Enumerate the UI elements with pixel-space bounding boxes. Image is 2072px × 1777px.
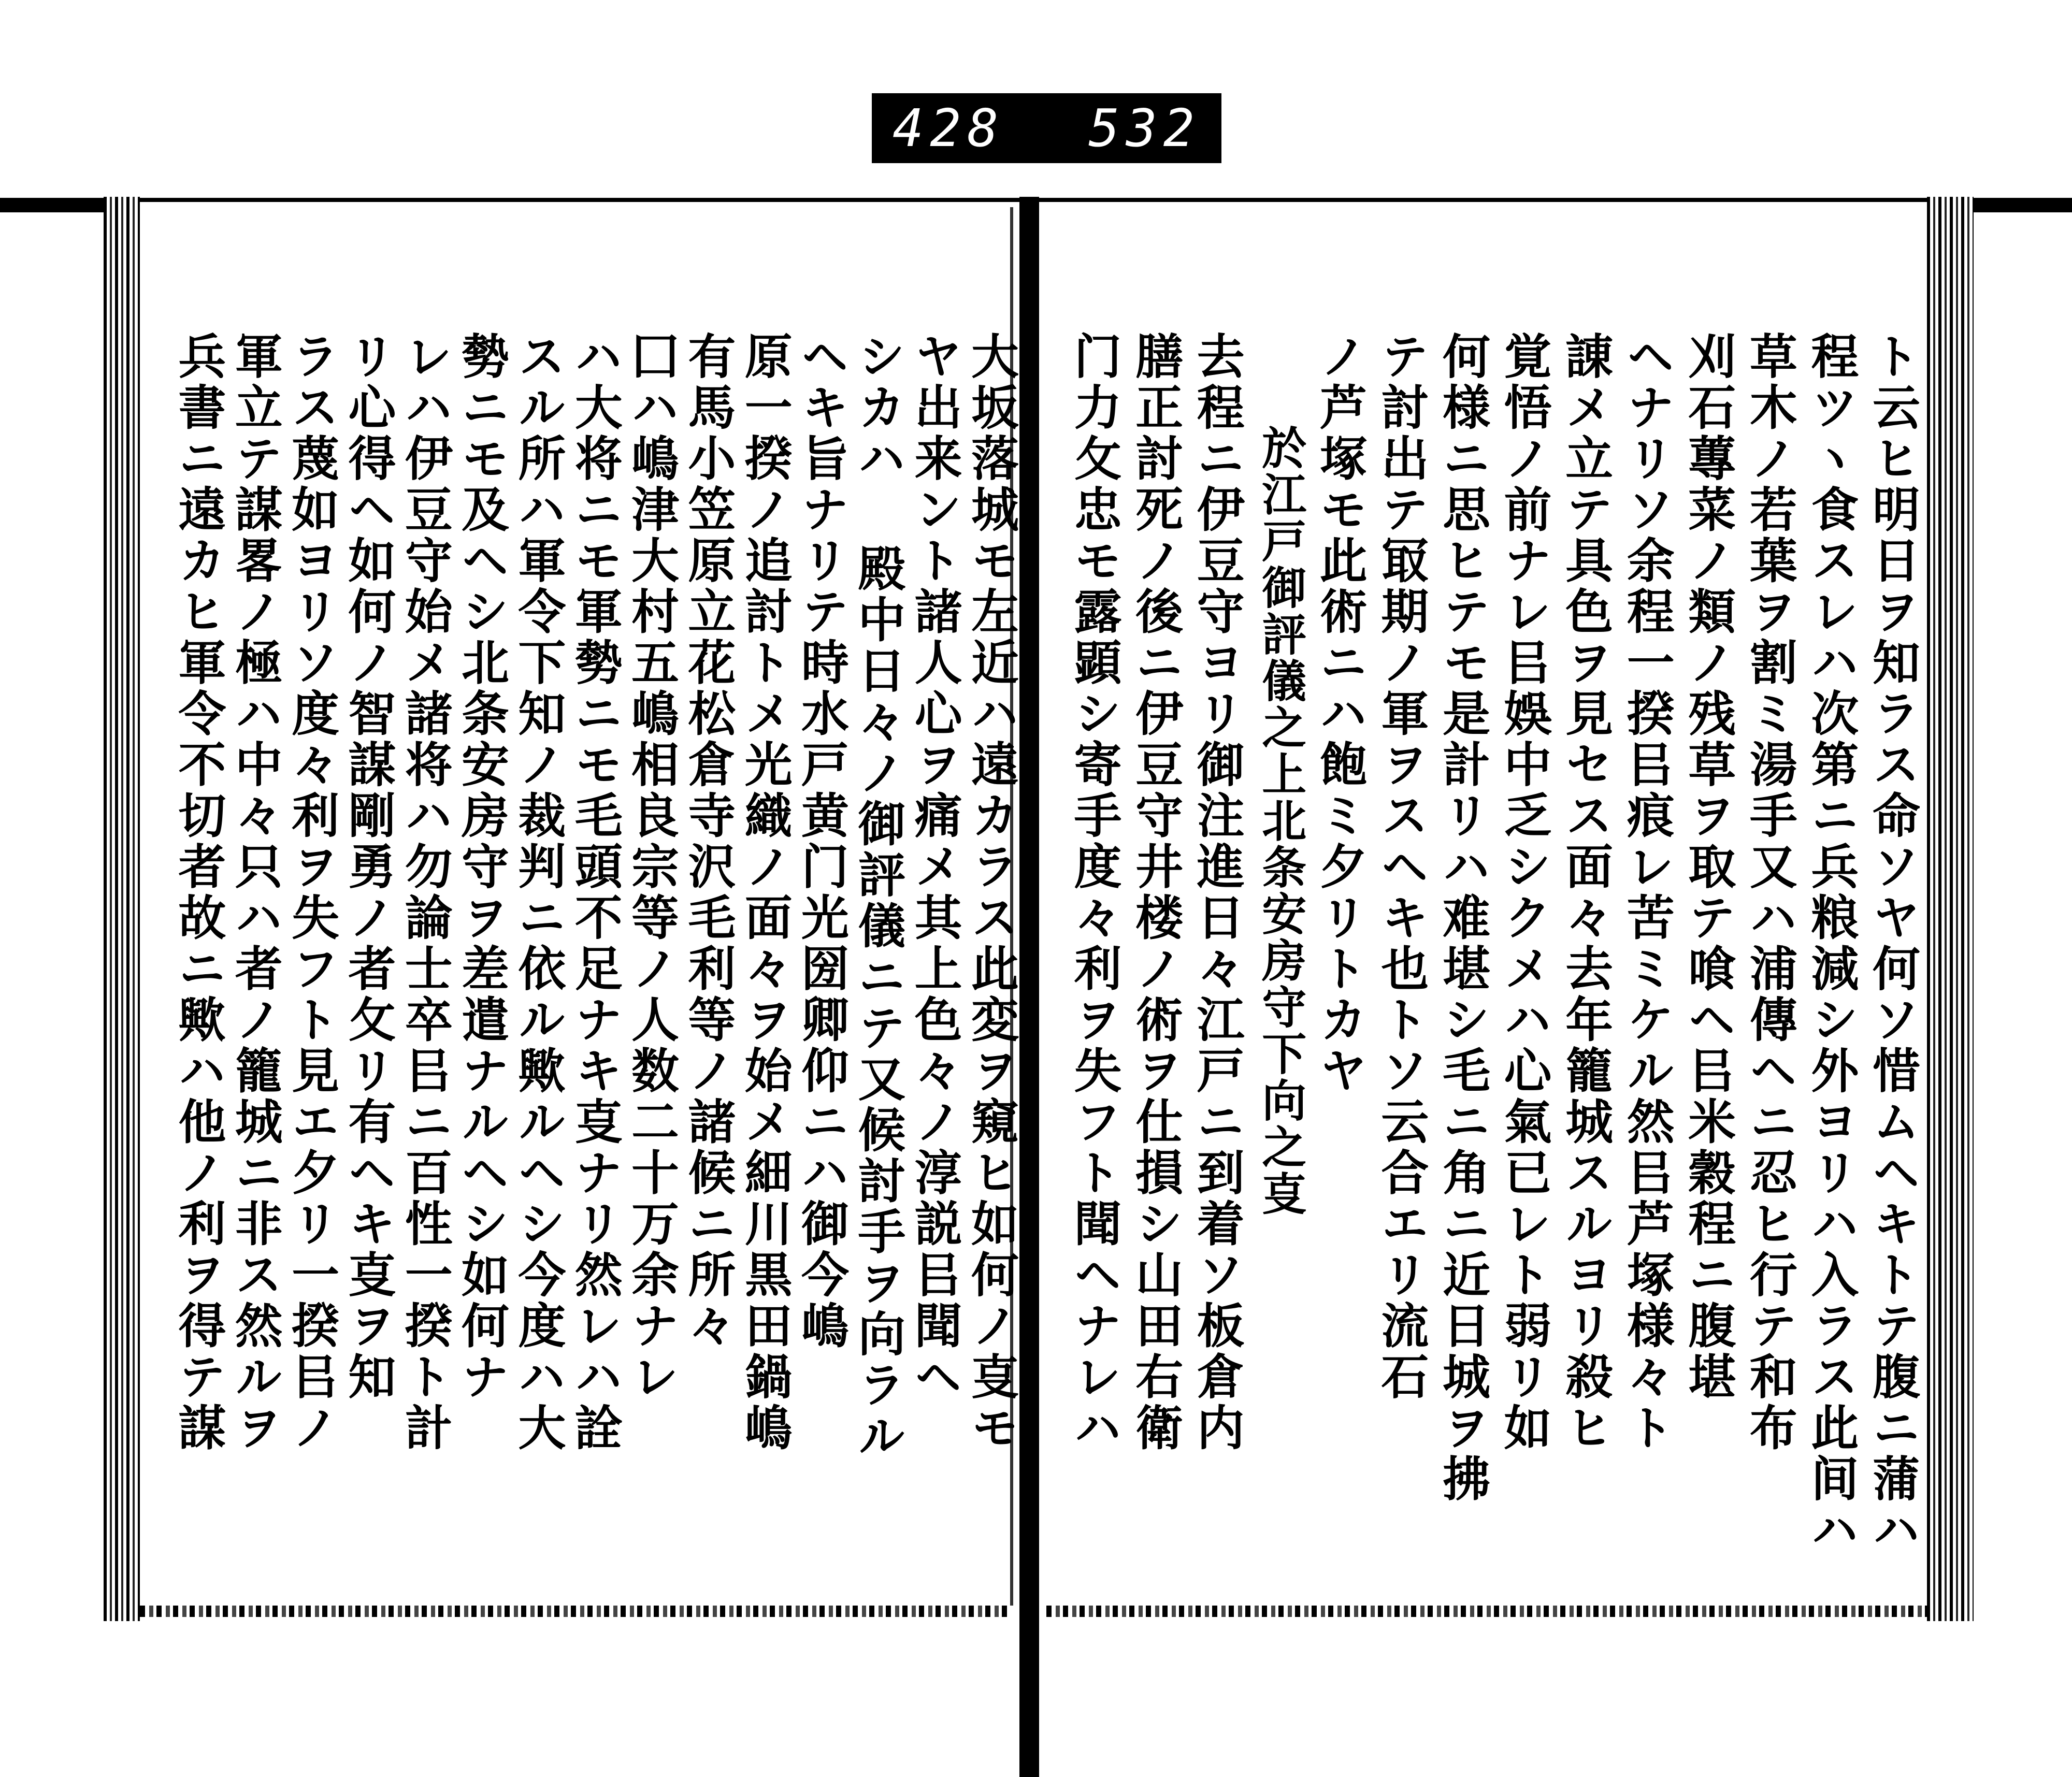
left-page-bottom-edge xyxy=(140,1606,1010,1617)
text-column: シカハ 殿中日々ノ御評儀ニテ又候討手ヲ向ラル xyxy=(850,331,906,1462)
text-column: スル所ハ軍令下知ノ裁判ニ依ル歟ルヘシ今度ハ大 xyxy=(510,331,567,1454)
left-page-edge xyxy=(104,197,140,1621)
text-column: 何様ニ思ヒテモ是計リハ难堪シ毛ニ角ニ近日城ヲ拂 xyxy=(1434,331,1491,1505)
text-column: ラス蔑如ヨリソ度々利ヲ失フト見エ夕リ一揆㠯ノ xyxy=(284,331,340,1454)
text-column: ノ芦塚モ此術ニハ飽ミ夕リトカヤ xyxy=(1312,331,1368,1097)
spine xyxy=(1019,197,1039,1777)
text-column: 原一揆ノ追討トメ光織ノ面々ヲ始メ細川黒田鍋嶋 xyxy=(737,331,793,1454)
frame-counter-label xyxy=(872,93,1221,163)
text-column: 大坂落城モ左近ハ遠カラス此変ヲ窺ヒ如何ノ㕝モ xyxy=(963,331,1019,1454)
text-column: 草木ノ若葉ヲ割ミ湯手又ハ浦傳ヘニ忍ヒ行テ和布 xyxy=(1742,331,1798,1454)
right-page-edge xyxy=(1927,197,1974,1621)
text-column: リ心得ヘ如何ノ智謀剛勇ノ者攵リ有ヘキ㕝ヲ知 xyxy=(340,331,397,1403)
left-page-text xyxy=(166,331,1019,1585)
text-column: レハ伊豆守始メ諸将ハ勿論士卒㠯ニ百性一揆ト計 xyxy=(397,331,453,1454)
text-column: 去程ニ伊豆守ヨリ御注進日々江戸ニ到着ソ板倉内 xyxy=(1189,331,1245,1454)
text-column: 勢ニモ及ヘシ北条安房守ヲ差遣ナルヘシ如何ナ xyxy=(454,331,510,1403)
text-column: 有馬小笠原立花松倉寺沢毛利等ノ諸候ニ所々 xyxy=(680,331,737,1352)
text-column: ヘキ旨ナリテ時水戸黄门光圀卿仰ニハ御今嶋 xyxy=(794,331,850,1352)
right-page-text xyxy=(1057,331,1921,1585)
text-column: 刈石蓴菜ノ類ノ残草ヲ取テ喰ヘ㠯米穀程ニ腹堪 xyxy=(1680,331,1737,1403)
text-column: 膳正討死ノ後ニ伊豆守井楼ノ術ヲ仕損シ山田右衛 xyxy=(1128,331,1184,1454)
text-column: 軍立テ謀畧ノ極ハ中々只ハ者ノ籠城ニ非ス然ルヲ xyxy=(227,331,283,1454)
text-column: 兵書ニ遠カヒ軍令不切者故ニ歟ハ他ノ利ヲ得テ謀 xyxy=(170,331,227,1454)
section-heading: 於江戸御評儀之上北条安房守下向之㕝 xyxy=(1254,425,1307,1217)
right-page-bottom-edge xyxy=(1046,1606,1927,1617)
text-column: 程ツヽ食スレハ次第ニ兵粮減シ外ヨリハ入ラス此间ハ xyxy=(1803,331,1860,1556)
text-column: 门力攵忠モ露顕シ寄手度々利ヲ失フト聞ヘナレハ xyxy=(1066,331,1123,1454)
counter-right-number: 532 xyxy=(1088,98,1201,158)
text-column: テ討出テ冣期ノ軍ヲスヘキ也トソ云合エリ流石 xyxy=(1373,331,1430,1403)
text-column: 諌メ立テ具色ヲ見セス面々去年籠城スルヨリ殺ヒ xyxy=(1558,331,1614,1454)
counter-left-number: 428 xyxy=(893,98,1005,158)
text-column: ヘナリソ余程一揆㠯痕レ苦ミケル然㠯芦塚様々ト xyxy=(1619,331,1675,1454)
text-column: ハ大将ニモ軍勢ニモ毛頭不足ナキ㕝ナリ然レハ詮 xyxy=(567,331,623,1454)
text-column: 囗ハ嶋津大村五嶋相良宗等ノ人数二十万余ナレ xyxy=(624,331,680,1403)
text-column: ヤ出来ント諸人心ヲ痛メ其上色々ノ淳説㠯聞ヘ xyxy=(906,331,963,1403)
text-column: 覚悟ノ前ナレ㠯娛中乏シクメハ心氣已レト弱リ如 xyxy=(1496,331,1552,1454)
text-column: ト云ヒ明日ヲ知ラス命ソヤ何ソ惜ムヘキトテ腹ニ蒲ハ xyxy=(1865,331,1921,1556)
